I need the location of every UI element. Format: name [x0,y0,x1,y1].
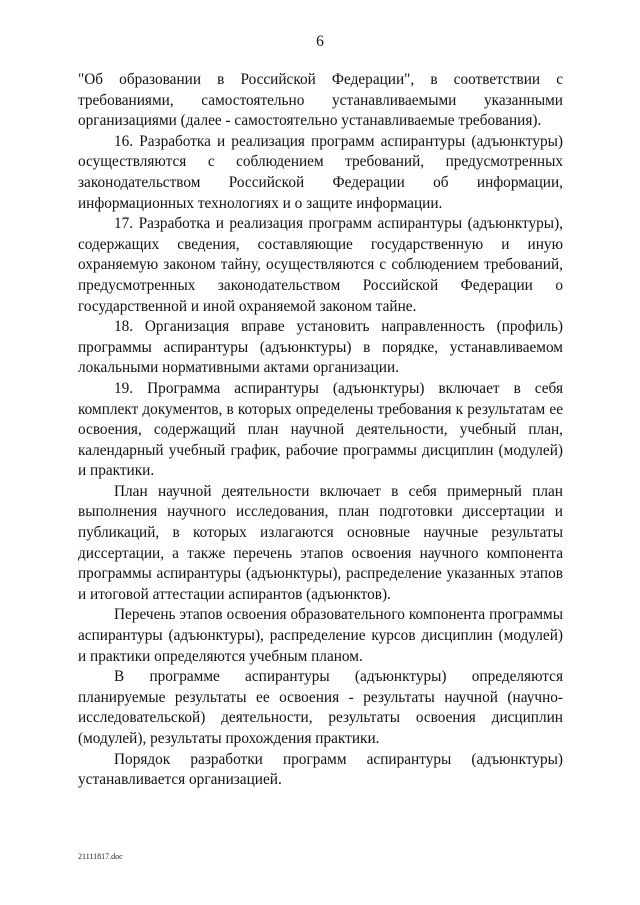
paragraph-educational-stages: Перечень этапов освоения образовательного компонента программы аспирантуры (адъюнктуры), распределение курсов дисциплин (модулей) и практики определяются учебным планом. [78,606,563,665]
paragraph-19: 19. Программа аспирантуры (адъюнктуры) включает в себя комплект документов, в которых определены требования к результатам ее освоения, содержащий план научной деятельности, учебный план, календарный учебный график, рабочие программы дисциплин (модулей) и практики. [78,379,563,480]
paragraph-16: 16. Разработка и реализация программ аспирантуры (адъюнктуры) осуществляются с соблюдением требований, предусмотренных законодательством Российской Федерации об информации, информационных технологиях и о защите информации. [78,132,563,212]
page-number: 6 [316,33,324,50]
document-body [78,70,563,791]
paragraph-research-plan: План научной деятельности включает в себя примерный план выполнения научного исследования, план подготовки диссертации и публикаций, в которых излагаются основные научные результаты диссертации, а также перечень этапов освоения научного компонента программы аспирантуры (адъюнктуры), распределение указанных этапов и итоговой аттестации аспирантов (адъюнктов). [78,482,563,603]
paragraph-17: 17. Разработка и реализация программ аспирантуры (адъюнктуры), содержащих сведения, составляющие государственную и иную охраняемую законом тайну, осуществляются с соблюдением требований, предусмотренных законодательством Российской Федерации о государственной и иной охраняемой законом тайне. [78,215,563,315]
paragraph-18: 18. Организация вправе установить направленность (профиль) программы аспирантуры (адъюнктуры) в порядке, устанавливаемом локальными нормативными актами организации. [78,318,563,377]
paragraph-development-order: Порядок разработки программ аспирантуры (адъюнктуры) устанавливается организацией. [78,750,563,789]
paragraph-continuation: "Об образовании в Российской Федерации", в соответствии с требованиями, самостоятельно устанавливаемыми указанными организациями (далее - самостоятельно устанавливаемые требования). [78,71,563,130]
paragraph-planned-results: В программе аспирантуры (адъюнктуры) определяются планируемые результаты ее освоения - результаты научной (научно-исследовательской) деятельности, результаты освоения дисциплин (модулей), результаты прохождения практики. [78,668,563,747]
footer-filename: 21111817.doc [78,852,123,861]
